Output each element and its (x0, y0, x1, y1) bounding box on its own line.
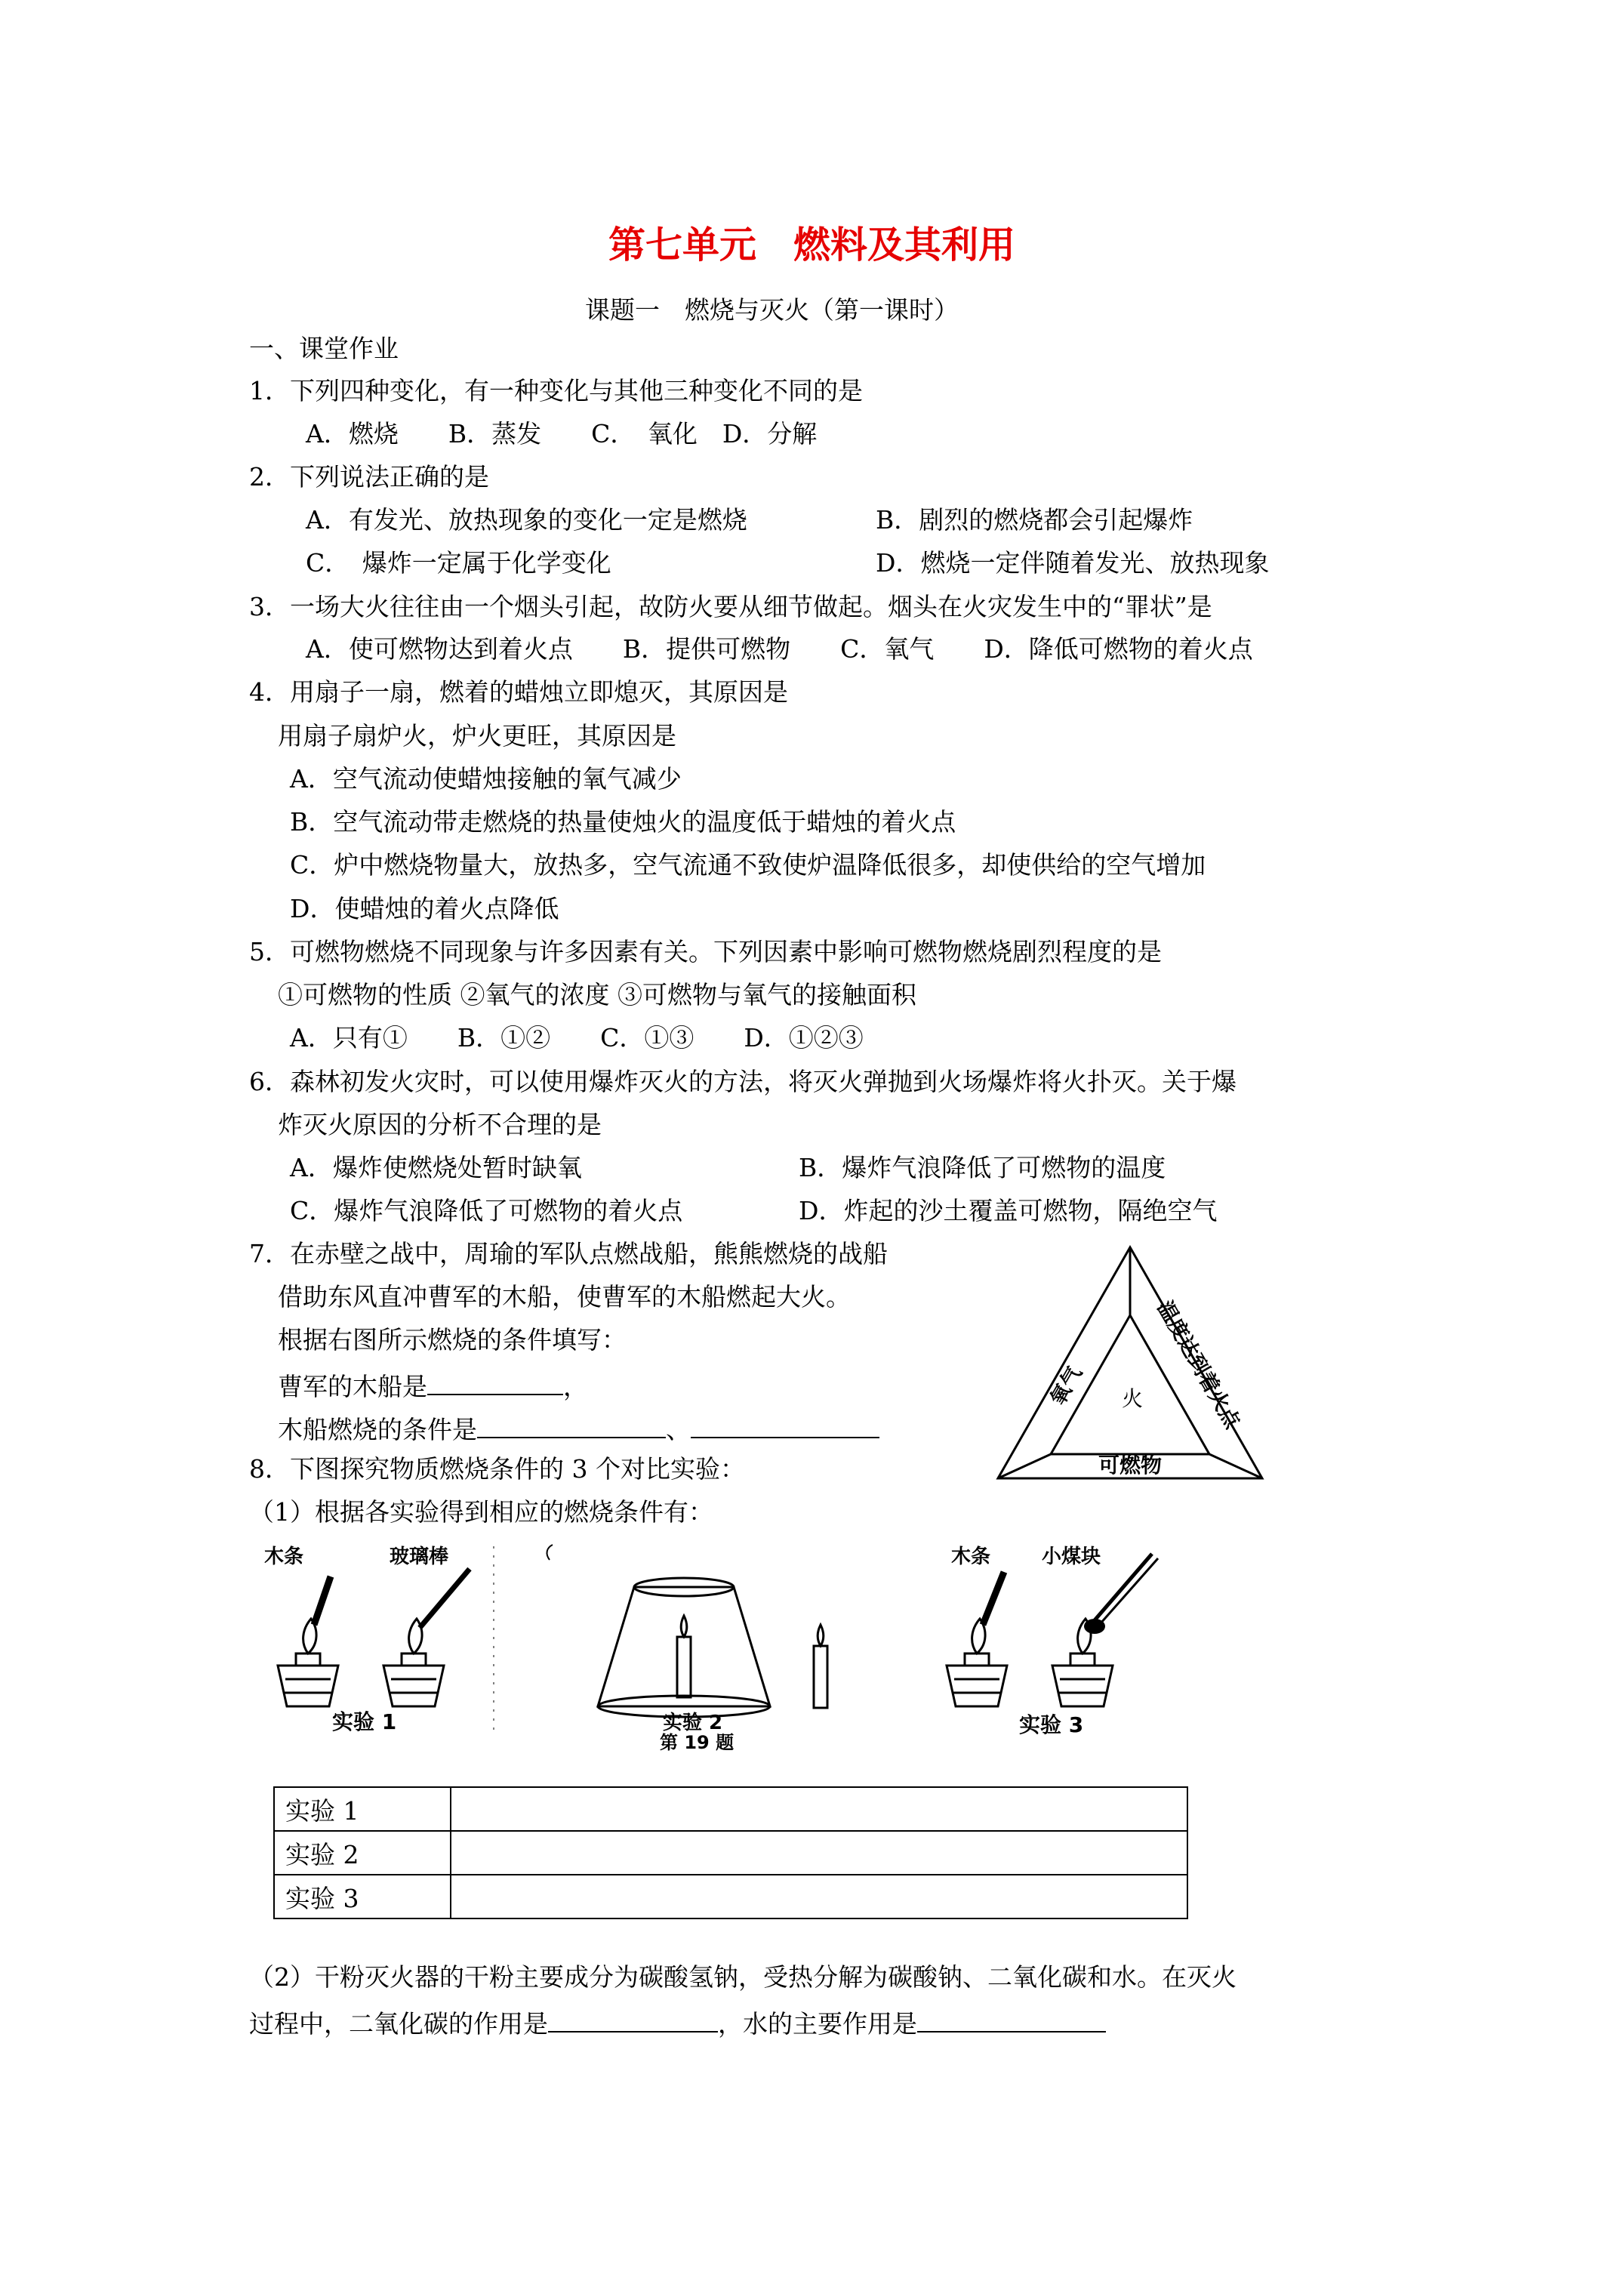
coal-lump-icon (1084, 1619, 1105, 1634)
table-row (274, 1831, 1187, 1875)
exp3-wood-label: 木条 (951, 1546, 991, 1568)
table-answer-cell[interactable] (451, 1787, 1187, 1831)
q8-part1: （1）根据各实验得到相应的燃烧条件有： (249, 1497, 713, 1527)
triangle-label-oxygen: 氧气 (1046, 1362, 1087, 1410)
q8-part2-text-b: ，水的主要作用是 (718, 2009, 917, 2039)
triangle-label-temperature: 温度达到着火点 (1152, 1297, 1245, 1433)
section-heading: 一、课堂作业 (249, 334, 399, 363)
q7-line4 (278, 1368, 588, 1402)
q4-option-a: A．空气流动使蜡烛接触的氧气减少 (290, 764, 682, 794)
table-row-label: 实验 1 (274, 1787, 451, 1831)
q1-stem: 1．下列四种变化，有一种变化与其他三种变化不同的是 (249, 376, 863, 405)
q7-line1: 7．在赤壁之战中，周瑜的军队点燃战船，熊熊燃烧的战船 (249, 1239, 888, 1268)
candle-icon (677, 1616, 691, 1697)
q6-option-d: D．炸起的沙土覆盖可燃物，隔绝空气 (799, 1196, 1218, 1225)
alcohol-lamp-icon (383, 1619, 444, 1706)
alcohol-lamp-icon (947, 1619, 1007, 1706)
q5-stem: 5．可燃物燃烧不同现象与许多因素有关。下列因素中影响可燃物燃烧剧烈程度的是 (249, 937, 1162, 966)
table-row (274, 1875, 1187, 1918)
q4-option-c: C．炉中燃烧物量大，放热多，空气流通不致使炉温降低很多，却使供给的空气增加 (290, 850, 1206, 880)
q2-option-b: B．剧烈的燃烧都会引起爆炸 (876, 505, 1193, 535)
q3-stem: 3．一场大火往往由一个烟头引起，故防火要从细节做起。烟头在火灾发生中的“罪状”是 (249, 592, 1212, 621)
q7-line2: 借助东风直冲曹军的木船，使曹军的木船燃起大火。 (278, 1282, 851, 1311)
q5-options: A．只有① B．①② C．①③ D．①②③ (290, 1023, 864, 1052)
q8-stem: 8．下图探究物质燃烧条件的 3 个对比实验： (249, 1454, 745, 1484)
q2-option-d: D．燃烧一定伴随着发光、放热现象 (876, 548, 1270, 578)
q4-stem: 4．用扇子一扇，燃着的蜡烛立即熄灭，其原因是 (249, 677, 788, 707)
q3-options: A．使可燃物达到着火点 B．提供可燃物 C．氧气 D．降低可燃物的着火点 (306, 634, 1253, 664)
wood-stick-icon (983, 1572, 1004, 1625)
exp1-label: 实验 1 (332, 1709, 397, 1734)
q7-line3: 根据右图所示燃烧的条件填写： (278, 1325, 627, 1354)
table-answer-cell[interactable] (451, 1875, 1187, 1918)
exp1-wood-label: 木条 (264, 1546, 304, 1568)
q7-answer-blank-1[interactable] (427, 1368, 563, 1395)
q8-part2-text-a: 过程中，二氧化碳的作用是 (249, 2009, 548, 2039)
q6-option-c: C．爆炸气浪降低了可燃物的着火点 (290, 1196, 683, 1225)
candle-icon (814, 1625, 827, 1708)
q7-answer-blank-3[interactable] (691, 1411, 879, 1438)
glass-rod-icon (420, 1569, 470, 1628)
table-row-label: 实验 3 (274, 1875, 451, 1918)
q7-line5 (278, 1411, 879, 1445)
q2-stem: 2．下列说法正确的是 (249, 462, 489, 492)
q2-option-a: A．有发光、放热现象的变化一定是燃烧 (306, 505, 747, 535)
wood-stick-icon (314, 1576, 331, 1625)
exp3-label: 实验 3 (1019, 1712, 1084, 1737)
q8-answer-blank-water[interactable] (917, 2005, 1106, 2032)
q4-stem2: 用扇子扇炉火，炉火更旺，其原因是 (278, 721, 676, 750)
q7-line5-sep: 、 (666, 1415, 691, 1444)
q7-line5-text: 木船燃烧的条件是 (278, 1415, 477, 1444)
exp2-label: 实验 2 (663, 1712, 723, 1734)
alcohol-lamp-icon (278, 1619, 338, 1706)
q8-part2-line1: （2）干粉灭火器的干粉主要成分为碳酸氢钠，受热分解为碳酸钠、二氧化碳和水。在灭火 (249, 1962, 1236, 1992)
q7-answer-blank-2[interactable] (477, 1411, 666, 1438)
q4-option-d: D．使蜡烛的着火点降低 (290, 894, 559, 923)
q2-option-c: C． 爆炸一定属于化学变化 (306, 548, 611, 578)
q7-line4-tail: ， (563, 1372, 588, 1401)
page-subtitle: 课题一 燃烧与灭火（第一课时） (585, 295, 959, 325)
q7-line4-text: 曹军的木船是 (278, 1372, 427, 1401)
triangle-label-fire: 火 (1121, 1386, 1144, 1411)
triangle-label-fuel: 可燃物 (1098, 1453, 1163, 1478)
experiment-figure (249, 1531, 1193, 1753)
page-title: 第七单元 燃料及其利用 (608, 223, 1016, 267)
q6-stem: 6．森林初发火灾时，可以使用爆炸灭火的方法，将灭火弹抛到火场爆炸将火扑灭。关于爆 (249, 1067, 1236, 1096)
table-row (274, 1787, 1187, 1831)
beaker-icon (598, 1578, 770, 1717)
exp3-coal-label: 小煤块 (1042, 1546, 1101, 1568)
alcohol-lamp-icon (1052, 1619, 1113, 1706)
exp1-glass-label: 玻璃棒 (390, 1546, 449, 1568)
q6-option-a: A．爆炸使燃烧处暂时缺氧 (290, 1153, 582, 1182)
q6-stem2: 炸灭火原因的分析不合理的是 (278, 1110, 602, 1139)
q4-option-b: B．空气流动带走燃烧的热量使烛火的温度低于蜡烛的着火点 (290, 807, 956, 837)
q1-options: A．燃烧 B．蒸发 C． 氧化 D．分解 (306, 419, 818, 448)
fire-triangle-diagram (989, 1238, 1272, 1487)
exp2-caption: 第 19 题 (660, 1732, 735, 1753)
q6-option-b: B．爆炸气浪降低了可燃物的温度 (799, 1153, 1166, 1182)
q5-factors: ①可燃物的性质 ②氧气的浓度 ③可燃物与氧气的接触面积 (278, 980, 916, 1009)
q8-answer-blank-co2[interactable] (548, 2005, 718, 2032)
q8-part2-line2 (249, 2005, 1106, 2039)
table-answer-cell[interactable] (451, 1831, 1187, 1875)
table-row-label: 实验 2 (274, 1831, 451, 1875)
experiment-answer-table (273, 1786, 1188, 1919)
tongs-icon (1095, 1554, 1158, 1623)
